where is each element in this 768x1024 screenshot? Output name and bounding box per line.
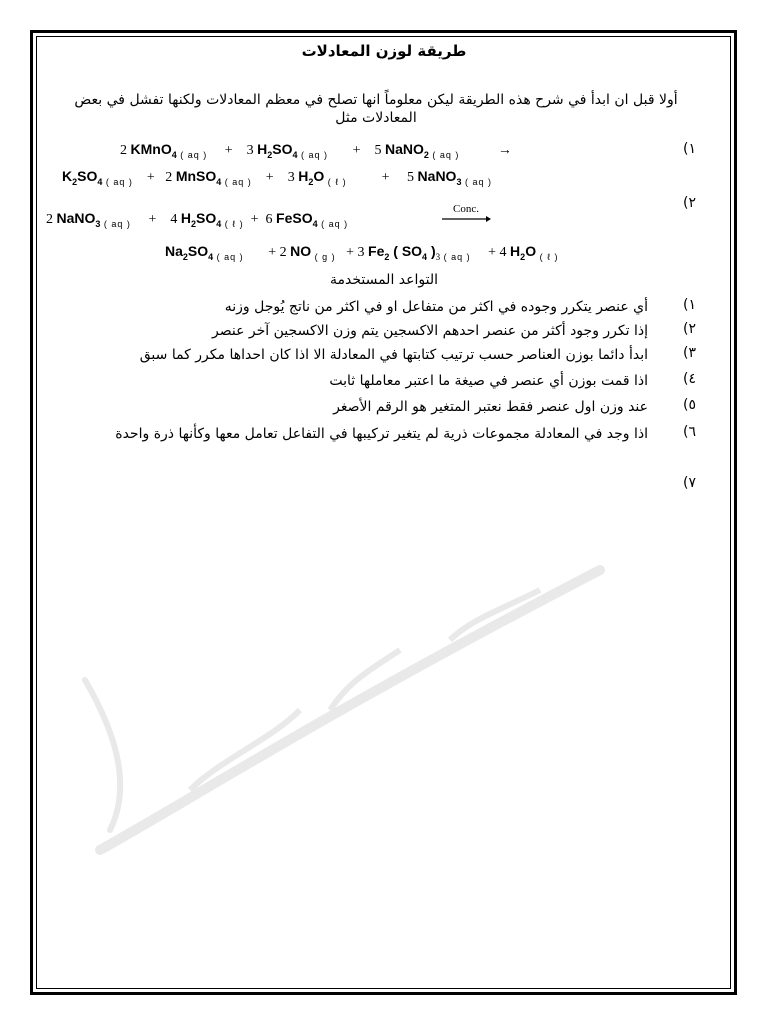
rule-number: ١) [683, 297, 696, 313]
document-title: طريقة لوزن المعادلات [301, 42, 467, 60]
rule-number: ٤) [683, 371, 696, 387]
rule-text: عند وزن اول عنصر فقط نعتبر المتغير هو الرقم الأصغر [333, 399, 648, 415]
rule-text: إذا تكرر وجود أكثر من عنصر احدهم الاكسجين يتم وزن الاكسجين آخر عنصر [212, 323, 648, 339]
rule-number: ٢) [683, 321, 696, 337]
intro-paragraph: أولا قبل ان ابدأ في شرح هذه الطريقة ليكن معلوماً انها تصلح في معظم المعادلات ولكنها تفشل في بعض المعادلات مثل [74, 92, 678, 126]
rule-number: ٣) [683, 345, 696, 361]
rule-number: ٦) [683, 424, 696, 440]
rule-text: ابدأ دائما بوزن العناصر حسب ترتيب كتابتها في المعادلة الا اذا كان احداها مكرر كما سبق [139, 347, 648, 363]
equation-1-line-2: $K_2SO_4$ $_{( aq )}$ + 2 MnSO$_4$ $_{( aq )}$ + 3 $H_2O$ $_{( \ell )}$ + 5 NaNO$_3$ $_{( aq )}$ [62, 168, 492, 187]
equation-2-line-1: 2 NaNO$_3$ $_{( aq )}$ + 4 $H_2SO_4$ $_{( \ell )}$ + 6 FeSO$_4$ $_{( aq )}$ [46, 210, 349, 229]
equation-1-line-1: 2 KMnO$_4$ $_{( aq )}$ + 3 $H_2SO_4$ $_{( aq )}$ + 5 NaNO$_2$ $_{( aq )}$ → [120, 141, 512, 160]
watermark-signature [70, 560, 630, 880]
reaction-arrow [440, 203, 492, 223]
rule-text: أي عنصر يتكرر وجوده في اكثر من متفاعل او في اكثر من ناتج يُوجل وزنه [224, 299, 648, 315]
rule-number: ٧) [683, 475, 696, 491]
equation-2-line-2: $Na_2SO_4$ $_{( aq )}$ + 2 NO $_{( g )}$ + 3 $Fe_2$ ( $SO_4$ )$_3$ $_{( aq )}$ + 4 $H_2O$ $_{( \ell )}$ [165, 243, 559, 262]
rule-text: اذا وجد في المعادلة مجموعات ذرية لم يتغير تركيبها في التفاعل تعامل معها وكأنها ذرة واحدة [115, 426, 648, 442]
rules-heading: التواعد المستخدمة [329, 272, 438, 288]
right-arrow-icon [440, 215, 492, 223]
arrow-label: Conc. [453, 203, 479, 215]
equation-2-number: ٢) [683, 195, 696, 211]
rule-text: اذا قمت بوزن أي عنصر في صيغة ما اعتبر معاملها ثابت [329, 373, 648, 389]
rule-number: ٥) [683, 397, 696, 413]
equation-1-number: ١) [683, 141, 696, 157]
